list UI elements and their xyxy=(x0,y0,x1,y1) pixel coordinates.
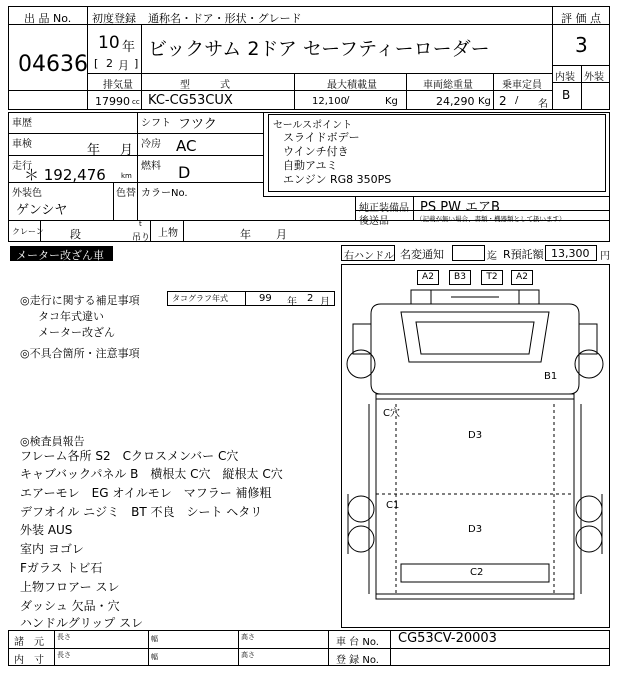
genuine-equipment-label: 純正装備品 xyxy=(359,203,409,214)
rear-right-wheel-1 xyxy=(576,496,602,522)
mileage-unit: km xyxy=(121,172,132,180)
inspector-line: キャブバックパネル B 横根太 C穴 縦根太 C穴 xyxy=(20,467,283,481)
fuel-value: D xyxy=(178,163,191,182)
damage-d3-bottom: D3 xyxy=(468,524,483,535)
inspector-line: デフオイル ニジミ BT 不良 シート ヘタリ xyxy=(20,505,263,519)
defect-title: ◎不具合箇所・注意事項 xyxy=(20,347,140,360)
inspector-line: ダッシュ 欠品・穴 xyxy=(20,599,120,613)
max-load-slash: / xyxy=(346,95,350,106)
lot-number: 04636 xyxy=(18,52,88,77)
crane-ton: t xyxy=(139,220,142,228)
displacement-unit: cc xyxy=(132,98,140,106)
upper-label: 上物 xyxy=(158,228,178,239)
genuine-equipment-value: PS PW エアB xyxy=(420,200,500,215)
name-change-label: 名変通知 xyxy=(400,248,444,261)
aftermarket-note: （記載が無い場合、書類・機器類として扱います） xyxy=(416,215,566,223)
crane-label: クレーン xyxy=(12,227,44,236)
first-reg-label: 初度登録 xyxy=(92,12,136,25)
meter-tamper-text: メーター改ざん車 xyxy=(16,249,104,262)
chassis-label: 車 台 No. xyxy=(336,637,379,648)
capacity-value: 2 xyxy=(499,94,507,108)
inspector-line: ハンドルグリップ スレ xyxy=(20,616,144,630)
sales-point-item: ウインチ付き xyxy=(283,145,349,158)
displacement-value: 17990 xyxy=(95,95,130,108)
tacho-year: 99 xyxy=(259,293,272,304)
shift-value: フツク xyxy=(178,117,217,132)
damage-b1: B1 xyxy=(544,371,558,382)
footer-specs-label: 諸 元 xyxy=(14,637,44,648)
max-load-label: 最大積載量 xyxy=(327,80,377,91)
gross-weight-unit: Kg xyxy=(478,96,491,107)
damage-d3-top: D3 xyxy=(468,430,483,441)
footer-height-label-2: 高さ xyxy=(241,651,255,659)
exterior-grade-label: 外装 xyxy=(584,72,604,83)
tacho-month: 2 xyxy=(307,293,314,304)
tacho-year-unit: 年 xyxy=(287,297,297,308)
running-supplement-title: ◎走行に関する補足事項 xyxy=(20,294,140,307)
inspector-report-title: ◎検査員報告 xyxy=(20,435,85,448)
crane-stage: 段 xyxy=(70,228,81,241)
sales-points-title: セールスポイント xyxy=(273,120,353,131)
gross-weight-label: 車両総重量 xyxy=(423,80,473,91)
r-deposit-unit: 円 xyxy=(600,251,610,262)
mileage-value: ＊ 192,476 xyxy=(24,166,106,184)
registration-label: 登 録 No. xyxy=(336,655,379,666)
model-value: KC-CG53CUX xyxy=(148,93,233,108)
rear-right-wheel-2 xyxy=(576,526,602,552)
inspection-label: 車検 xyxy=(12,139,32,150)
grade-value: 3 xyxy=(575,33,588,57)
first-reg-month-open: [ xyxy=(94,57,99,70)
first-reg-year: 10 xyxy=(98,33,120,53)
model-label: 型 式 xyxy=(180,80,230,91)
rear-left-wheel-1 xyxy=(348,496,374,522)
footer-length-label-2: 長さ xyxy=(57,651,71,659)
damage-c1: C1 xyxy=(386,500,400,511)
sales-point-item: 自動アユミ xyxy=(283,159,338,172)
name-change-until: 迄 xyxy=(487,251,497,262)
running-note: タコ年式違い xyxy=(38,310,104,323)
sales-point-item: スライドボデー xyxy=(283,131,360,144)
displacement-label: 排気量 xyxy=(103,80,133,91)
capacity-unit: 名 xyxy=(538,99,548,110)
inspector-line: フレーム各所 S2 Cクロスメンバー C穴 xyxy=(20,449,239,463)
capacity-slash: / xyxy=(515,95,519,106)
color-no-label: カラーNo. xyxy=(141,188,188,199)
footer-width-label-2: 幅 xyxy=(151,653,158,661)
gross-weight-value: 24,290 xyxy=(436,95,475,108)
footer-length-label: 長さ xyxy=(57,633,71,641)
running-note: メーター改ざん xyxy=(38,326,115,339)
fuel-label: 燃料 xyxy=(141,161,161,172)
damage-c-hole: C穴 xyxy=(383,408,400,419)
first-reg-year-unit: 年 xyxy=(122,40,136,55)
rear-left-wheel-2 xyxy=(348,526,374,552)
damage-a2-left: A2 xyxy=(417,270,439,285)
capacity-label: 乗車定員 xyxy=(502,80,542,91)
history-label: 車歴 xyxy=(12,118,32,129)
damage-t2: T2 xyxy=(481,270,503,285)
inspector-line: 上物フロアー スレ xyxy=(20,580,120,594)
inspector-line: Fガラス トビ石 xyxy=(20,561,103,575)
shift-label: シフト xyxy=(141,118,171,129)
damage-a2-right: A2 xyxy=(511,270,533,285)
first-reg-month-unit: 月 xyxy=(118,59,129,72)
sales-point-item: エンジン RG8 350PS xyxy=(283,173,392,186)
damage-c2: C2 xyxy=(470,567,484,578)
damage-b3: B3 xyxy=(449,270,471,285)
footer-height-label: 高さ xyxy=(241,633,255,641)
mileage-label: 走行 xyxy=(12,161,32,172)
name-change-date-box xyxy=(452,245,485,261)
upper-month: 月 xyxy=(276,228,287,241)
inspection-year: 年 xyxy=(87,143,101,158)
ext-color-label: 外装色 xyxy=(12,188,42,199)
chassis-value: CG53CV-20003 xyxy=(398,631,497,646)
ext-color-value: ゲンシヤ xyxy=(16,203,68,218)
interior-grade: B xyxy=(562,88,571,102)
inspector-line: 外装 AUS xyxy=(20,523,73,537)
aircon-value: AC xyxy=(176,137,197,155)
first-reg-month: 2 xyxy=(106,57,113,70)
inspection-month: 月 xyxy=(120,143,134,158)
r-deposit-value: 13,300 xyxy=(551,247,590,260)
max-load-value: 12,100 xyxy=(312,96,347,107)
name-label: 通称名・ドア・形状・グレード xyxy=(148,12,302,25)
first-reg-month-close: ] xyxy=(134,57,139,70)
inspector-line: エアーモレ EG オイルモレ マフラー 補修粗 xyxy=(20,486,272,500)
tacho-month-unit: 月 xyxy=(320,297,330,308)
left-mirror xyxy=(353,324,371,354)
max-load-unit: Kg xyxy=(385,96,398,107)
lot-label: 出 品 No. xyxy=(24,12,72,25)
grade-label: 評 価 点 xyxy=(561,12,601,25)
footer-inner-label: 内 寸 xyxy=(14,655,44,666)
right-mirror xyxy=(579,324,597,354)
r-deposit-label: R預託額 xyxy=(503,248,544,261)
car-name: ビックサム 2ドア セーフティーローダー xyxy=(148,38,490,60)
crane-hang: 吊り xyxy=(132,233,151,243)
upper-year: 年 xyxy=(240,228,251,241)
cab-inner xyxy=(416,322,534,354)
footer-width-label: 幅 xyxy=(151,635,158,643)
aftermarket-label: 後送品 xyxy=(359,216,389,227)
right-hand-label: 右ハンドル xyxy=(344,251,394,262)
inspector-line: 室内 ヨゴレ xyxy=(20,542,84,556)
interior-grade-label: 内装 xyxy=(555,72,575,83)
color-change-label: 色替 xyxy=(116,188,136,199)
aircon-label: 冷房 xyxy=(141,139,161,150)
tacho-label: タコグラフ年式 xyxy=(172,294,228,303)
